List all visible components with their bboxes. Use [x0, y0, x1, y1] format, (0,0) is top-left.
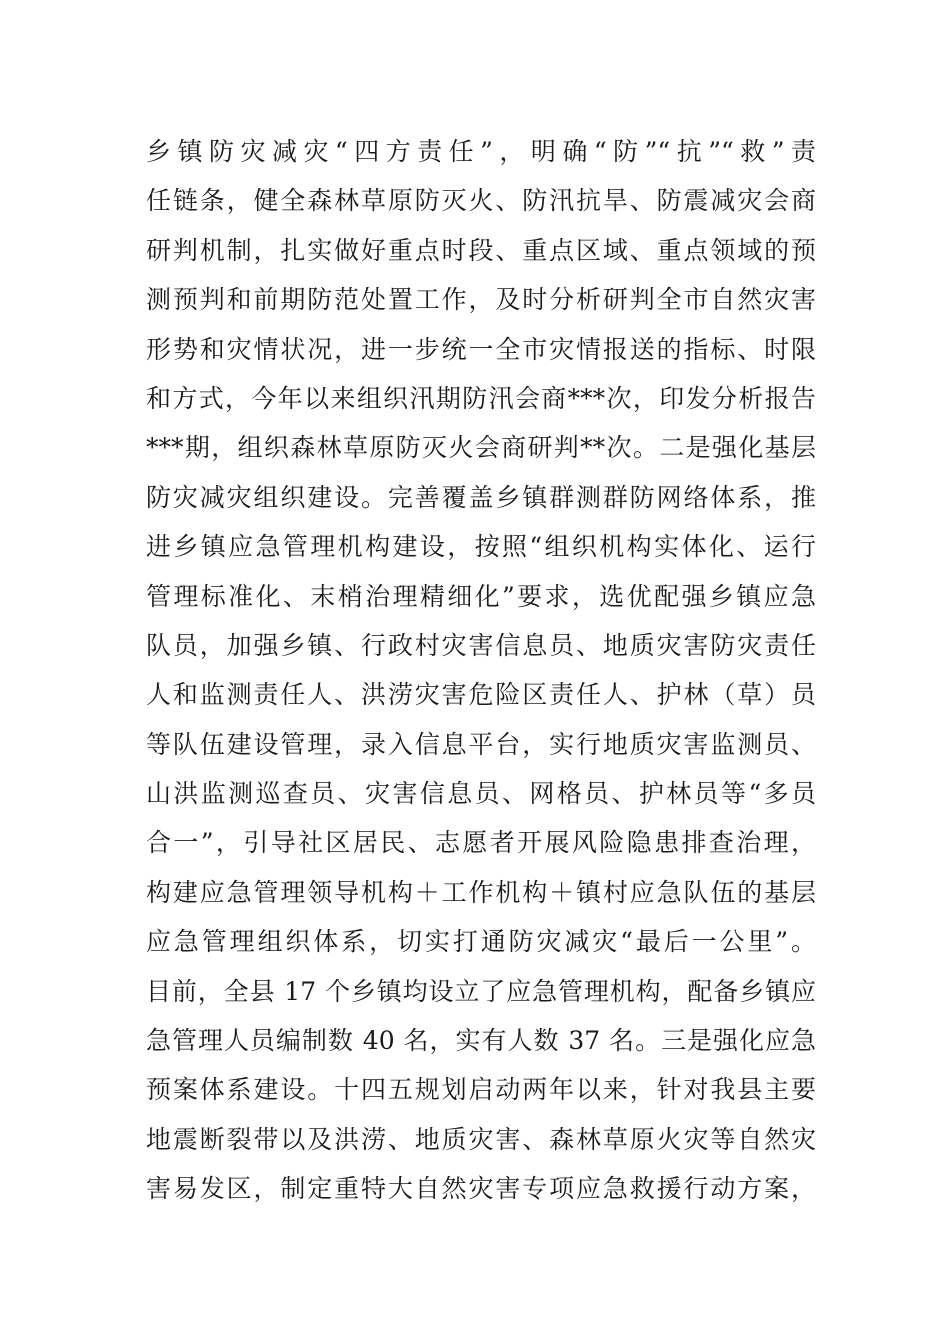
- text-line: 研判机制，扎实做好重点时段、重点区域、重点领域的预: [146, 235, 816, 265]
- text-line: 目前，全县 17 个乡镇均设立了应急管理机构，配备乡镇应: [146, 976, 816, 1006]
- text-line: 等队伍建设管理，录入信息平台，实行地质灾害监测员、: [146, 729, 816, 759]
- text-line: ***期，组织森林草原防灭火会商研判**次。二是强化基层: [146, 433, 816, 463]
- text-line: 和方式，今年以来组织汛期防汛会商***次，印发分析报告: [146, 383, 816, 413]
- text-line: 害易发区，制定重特大自然灾害专项应急救援行动方案，: [146, 1174, 816, 1204]
- text-line: 人和监测责任人、洪涝灾害危险区责任人、护林（草）员: [146, 680, 816, 710]
- text-line: 山洪监测巡查员、灾害信息员、网格员、护林员等“多员: [146, 779, 816, 809]
- text-line: 应急管理组织体系，切实打通防灾减灾“最后一公里”。: [146, 927, 816, 957]
- text-line: 合一”，引导社区居民、志愿者开展风险隐患排查治理，: [146, 828, 816, 858]
- text-line: 队员，加强乡镇、行政村灾害信息员、地质灾害防灾责任: [146, 630, 816, 660]
- text-line: 防灾减灾组织建设。完善覆盖乡镇群测群防网络体系，推: [146, 482, 816, 512]
- text-line: 测预判和前期防范处置工作，及时分析研判全市自然灾害: [146, 285, 816, 315]
- text-line: 进乡镇应急管理机构建设，按照“组织机构实体化、运行: [146, 532, 816, 562]
- text-line: 构建应急管理领导机构＋工作机构＋镇村应急队伍的基层: [146, 877, 816, 907]
- text-line: 形势和灾情状况，进一步统一全市灾情报送的指标、时限: [146, 334, 816, 364]
- text-line: 地震断裂带以及洪涝、地质灾害、森林草原火灾等自然灾: [146, 1124, 816, 1154]
- body-paragraph: [146, 127, 816, 1214]
- text-line: 管理标准化、末梢治理精细化”要求，选优配强乡镇应急: [146, 581, 816, 611]
- text-line: 乡镇防灾减灾“四方责任”，明确“防”“抗”“救”责: [146, 137, 816, 166]
- text-line: 预案体系建设。十四五规划启动两年以来，针对我县主要: [146, 1075, 816, 1105]
- text-line: 急管理人员编制数 40 名，实有人数 37 名。三是强化应急: [146, 1026, 816, 1056]
- text-line: 任链条，健全森林草原防灭火、防汛抗旱、防震减灾会商: [146, 186, 816, 216]
